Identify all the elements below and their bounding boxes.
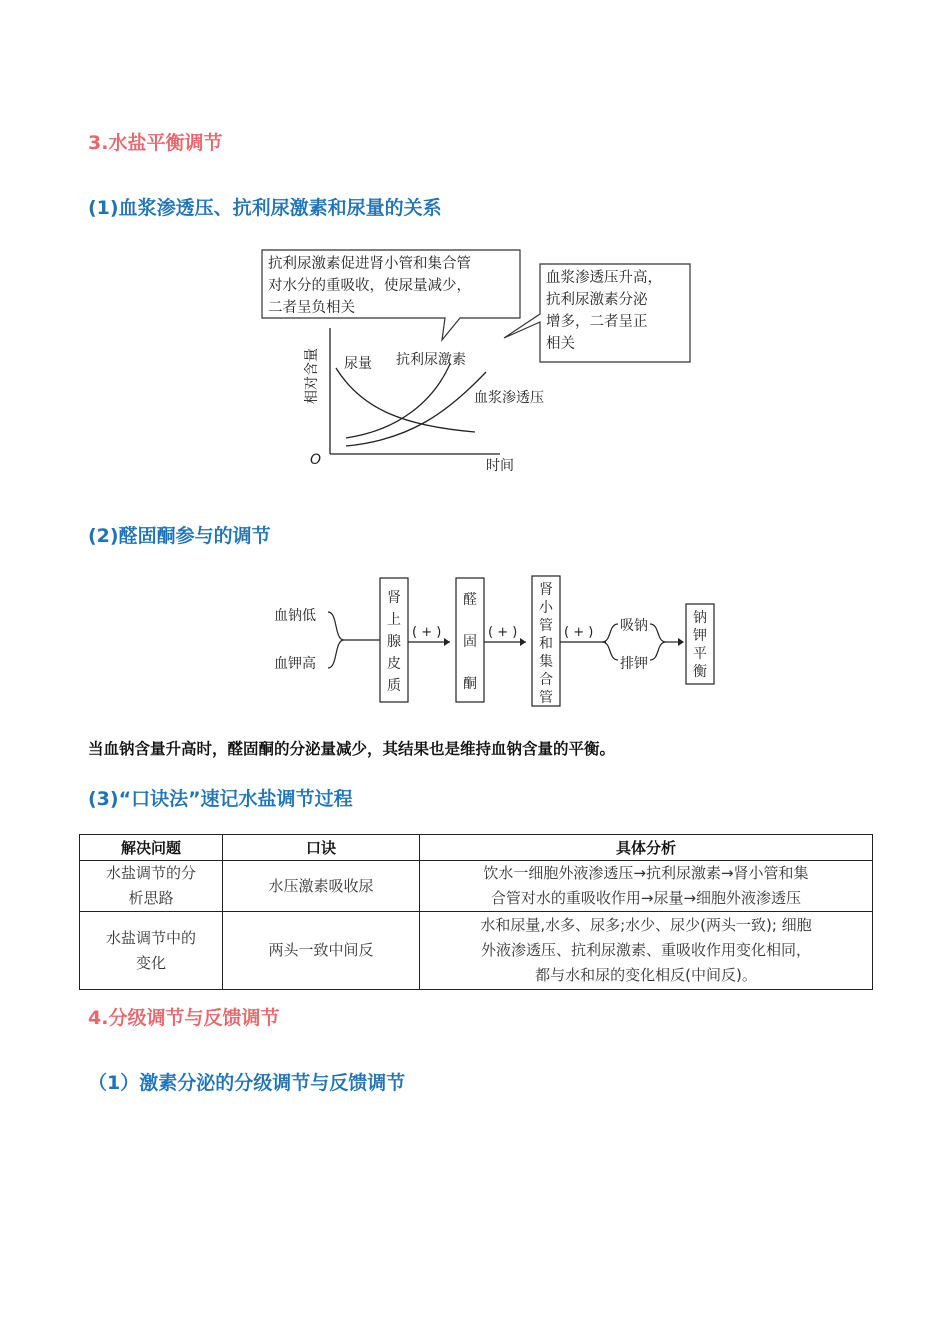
cell-line: 合管对水的重吸收作用→尿量→细胞外液渗透压 — [490, 889, 802, 907]
plus-sign-1: ( + ) — [412, 625, 442, 640]
box1-char: 腺 — [387, 634, 401, 650]
input-brace — [328, 612, 344, 668]
relation-diagram — [250, 240, 710, 480]
callout-right-line2: 抗利尿激素分泌 — [546, 292, 648, 308]
callout-left-line2: 对水分的重吸收，使尿量减少， — [268, 278, 471, 294]
output-potassium-excrete: 排钾 — [620, 656, 648, 672]
column-header: 具体分析 — [420, 835, 873, 861]
result-char: 平 — [693, 646, 707, 662]
plus-sign-3: ( + ) — [564, 625, 594, 640]
box3-char: 肾 — [539, 582, 553, 598]
aldosterone-flow-diagram — [268, 572, 728, 712]
column-header: 口诀 — [223, 835, 420, 861]
subheading-relation: (1)血浆渗透压、抗利尿激素和尿量的关系 — [88, 197, 442, 219]
callout-right-line4: 相关 — [546, 336, 575, 352]
box3-char: 合 — [539, 672, 553, 688]
result-char: 钠 — [693, 610, 707, 626]
box1-char: 上 — [387, 612, 401, 628]
box3-char: 管 — [539, 618, 553, 634]
urine-curve — [336, 368, 475, 432]
cell-line: 饮水一细胞外液渗透压→抗利尿激素→肾小管和集 — [483, 864, 809, 882]
section-heading-feedback: 4.分级调节与反馈调节 — [88, 1007, 280, 1029]
subheading-hierarchical: （1）激素分泌的分级调节与反馈调节 — [88, 1072, 406, 1094]
rhyme-table — [79, 834, 873, 990]
cell-line: 外液渗透压、抗利尿激素、重吸收作用变化相同， — [480, 941, 811, 959]
callout-left-line3: 二者呈负相关 — [268, 300, 355, 316]
cell-line: 水盐调节中的 — [105, 928, 196, 947]
box3-char: 小 — [539, 600, 553, 616]
box1-char: 质 — [387, 678, 401, 694]
problem-cell — [80, 912, 223, 990]
rhyme-cell: 水压激素吸收尿 — [223, 861, 420, 912]
plus-sign-2: ( + ) — [488, 625, 518, 640]
cell-line: 变化 — [135, 953, 166, 972]
table-row — [80, 912, 873, 990]
column-header: 解决问题 — [80, 835, 223, 861]
table-header-row — [80, 835, 873, 861]
y-axis-label: 相对含量 — [304, 348, 320, 404]
subheading-aldosterone: (2)醛固酮参与的调节 — [88, 525, 271, 547]
box2-char: 酮 — [463, 676, 477, 692]
urine-label: 尿量 — [344, 356, 372, 372]
sodium-note: 当血钠含量升高时，醛固酮的分泌量减少，其结果也是维持血钠含量的平衡。 — [88, 740, 616, 758]
box2-char: 固 — [463, 634, 477, 650]
input-sodium-low: 血钠低 — [274, 608, 316, 624]
cell-line: 水盐调节的分 — [105, 864, 196, 882]
callout-left-line1: 抗利尿激素促进肾小管和集合管 — [268, 256, 471, 272]
subheading-rhyme: (3)“口诀法”速记水盐调节过程 — [88, 788, 353, 810]
box2-char: 醛 — [463, 592, 477, 608]
cell-line: 水和尿量,水多、尿多;水少、尿少(两头一致); 细胞 — [480, 916, 812, 934]
osm-label: 血浆渗透压 — [474, 390, 544, 406]
box1-char: 肾 — [387, 590, 401, 606]
output-sodium-absorb: 吸钠 — [620, 618, 648, 634]
callout-right-line1: 血浆渗透压升高， — [546, 270, 662, 286]
section-heading-water-salt: 3.水盐平衡调节 — [88, 132, 223, 154]
rhyme-cell: 两头一致中间反 — [223, 912, 420, 990]
box3-char: 和 — [539, 636, 553, 652]
box3-char: 管 — [539, 690, 553, 706]
problem-cell — [80, 861, 223, 912]
box3-char: 集 — [539, 654, 553, 670]
result-char: 钾 — [693, 628, 707, 644]
input-potassium-high: 血钾高 — [274, 656, 316, 672]
output-brace — [602, 624, 618, 660]
analysis-cell — [420, 861, 873, 912]
callout-right-line3: 增多，二者呈正 — [546, 314, 648, 330]
result-char: 衡 — [693, 664, 707, 680]
origin-label: O — [310, 452, 322, 468]
x-axis-label: 时间 — [486, 458, 514, 474]
analysis-cell — [420, 912, 873, 990]
box1-char: 皮 — [387, 656, 401, 672]
cell-line: 都与水和尿的变化相反(中间反)。 — [535, 966, 757, 984]
adh-label: 抗利尿激素 — [396, 352, 466, 368]
cell-line: 析思路 — [128, 889, 174, 907]
table-row — [80, 861, 873, 912]
